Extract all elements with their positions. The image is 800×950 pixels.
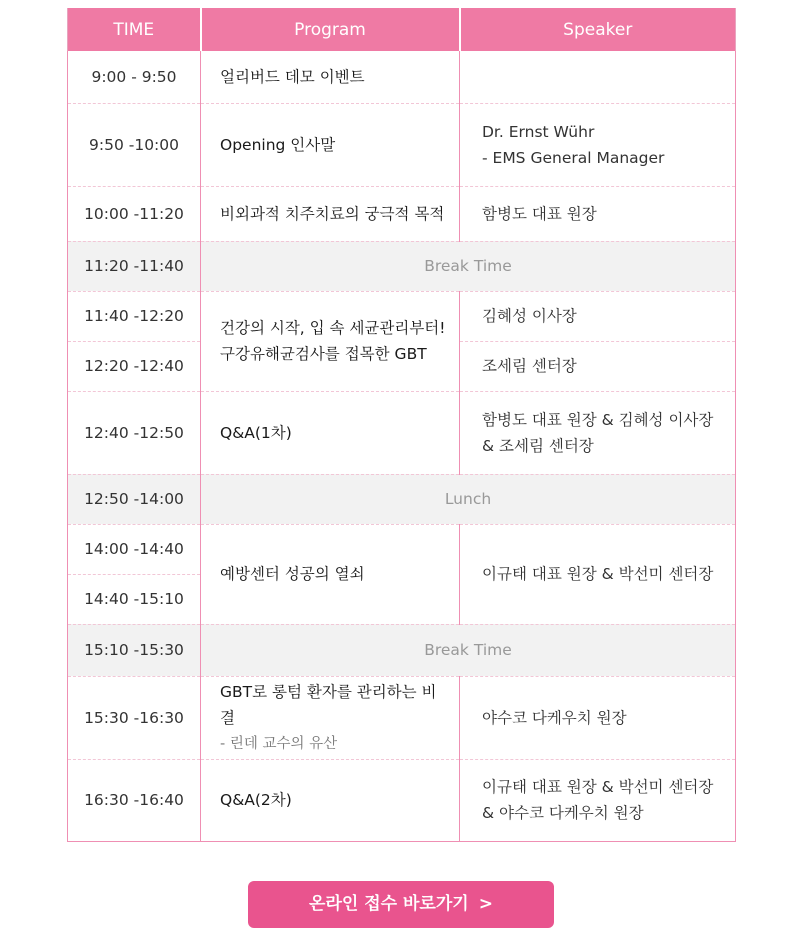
program-cell: 비외과적 치주치료의 궁극적 목적 (201, 186, 460, 241)
table-row (68, 291, 736, 341)
program-cell: Q&A(2차) (201, 759, 460, 841)
program-cell (201, 291, 460, 391)
program-cell: 얼리버드 데모 이벤트 (201, 51, 460, 103)
speaker-cell: 김혜성 이사장 (460, 291, 736, 341)
speaker-cell (460, 759, 736, 841)
program-cell: 예방센터 성공의 열쇠 (201, 524, 460, 624)
program-cell (201, 676, 460, 759)
table-row (68, 391, 736, 474)
chevron-right-icon: > (478, 894, 493, 914)
program-subtitle: - 린데 교수의 유산 (220, 735, 338, 752)
speaker-cell (460, 391, 736, 474)
table-header-row (68, 8, 736, 51)
break-label: Break Time (201, 624, 736, 676)
break-row (68, 241, 736, 291)
time-cell: 16:30 -16:40 (68, 759, 201, 841)
speaker-cell (460, 103, 736, 186)
program-title-line1: 건강의 시작, 입 속 세균관리부터! (220, 319, 446, 337)
header-time: TIME (68, 8, 201, 51)
time-cell: 9:00 - 9:50 (68, 51, 201, 103)
time-cell: 15:30 -16:30 (68, 676, 201, 759)
program-cell: Q&A(1차) (201, 391, 460, 474)
break-label: Break Time (201, 241, 736, 291)
table-row (68, 676, 736, 759)
time-cell: 10:00 -11:20 (68, 186, 201, 241)
program-title: GBT로 롱텀 환자를 관리하는 비결 (220, 682, 437, 727)
speaker-cell (460, 51, 736, 103)
table-row (68, 186, 736, 241)
break-label: Lunch (201, 474, 736, 524)
program-cell: Opening 인사말 (201, 103, 460, 186)
header-program: Program (201, 8, 460, 51)
time-cell: 11:40 -12:20 (68, 291, 201, 341)
speaker-cell: 조세림 센터장 (460, 341, 736, 391)
time-cell: 11:20 -11:40 (68, 241, 201, 291)
header-speaker: Speaker (460, 8, 736, 51)
time-cell: 15:10 -15:30 (68, 624, 201, 676)
speaker-line1: 함병도 대표 원장 & 김혜성 이사장 (482, 410, 714, 429)
time-cell: 12:20 -12:40 (68, 341, 201, 391)
speaker-line2: & 조세림 센터장 (482, 436, 594, 455)
speaker-cell: 이규태 대표 원장 & 박선미 센터장 (460, 524, 736, 624)
break-row (68, 474, 736, 524)
time-cell: 12:50 -14:00 (68, 474, 201, 524)
speaker-cell: 야수코 다케우치 원장 (460, 676, 736, 759)
program-title-line2: 구강유해균검사를 접목한 GBT (220, 345, 427, 363)
break-row (68, 624, 736, 676)
speaker-cell: 함병도 대표 원장 (460, 186, 736, 241)
speaker-title: - EMS General Manager (482, 148, 665, 167)
table-row (68, 103, 736, 186)
schedule-table (67, 8, 736, 842)
table-row (68, 51, 736, 103)
speaker-name: Dr. Ernst Wühr (482, 122, 595, 141)
speaker-line1: 이규태 대표 원장 & 박선미 센터장 (482, 778, 714, 796)
table-row (68, 524, 736, 574)
time-cell: 12:40 -12:50 (68, 391, 201, 474)
table-row (68, 759, 736, 841)
online-registration-button[interactable] (248, 881, 554, 928)
time-cell: 9:50 -10:00 (68, 103, 201, 186)
online-registration-label: 온라인 접수 바로가기 (309, 894, 469, 914)
time-cell: 14:40 -15:10 (68, 574, 201, 624)
time-cell: 14:00 -14:40 (68, 524, 201, 574)
speaker-line2: & 야수코 다케우치 원장 (482, 804, 644, 822)
